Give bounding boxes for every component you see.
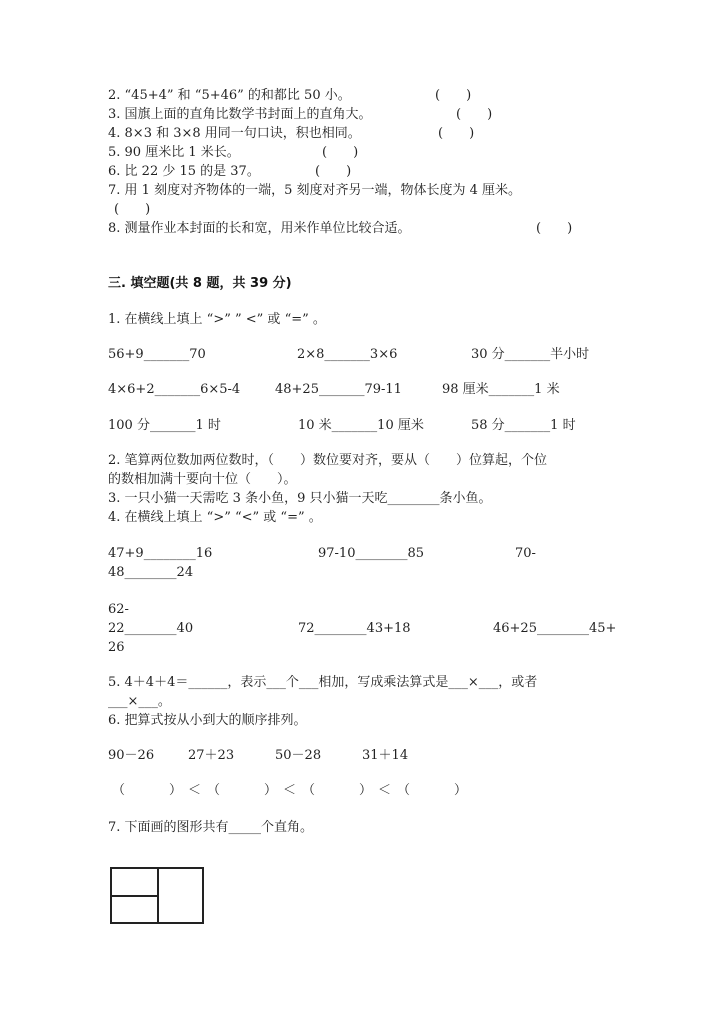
judge-item-2: 2. “45+4” 和 “5+46” 的和都比 50 小。 xyxy=(108,88,351,103)
q1-compare[interactable]: 2×8_______3×6 xyxy=(297,347,398,362)
q1-compare[interactable]: 56+9_______70 xyxy=(108,347,206,362)
right-angle-figure xyxy=(110,867,204,924)
judge-item-4: 4. 8×3 和 3×8 用同一句口诀，积也相同。 xyxy=(108,126,361,141)
q4-compare[interactable]: 70- xyxy=(515,546,536,561)
q4-compare-wrap[interactable]: 48________24 xyxy=(108,565,194,580)
q4-compare[interactable]: 47+9________16 xyxy=(108,546,213,561)
q4-compare[interactable]: 22________40 xyxy=(108,621,194,636)
answer-paren-7[interactable]: ( ) xyxy=(114,202,151,217)
q1-compare[interactable]: 48+25_______79-11 xyxy=(275,382,402,397)
q5-line2: ___×___。 xyxy=(108,694,171,709)
q4-compare-pre: 62- xyxy=(108,602,129,617)
q7-prompt: 7. 下面画的图形共有_____个直角。 xyxy=(108,820,314,835)
q1-compare[interactable]: 4×6+2_______6×5-4 xyxy=(108,382,241,397)
answer-paren-3[interactable]: ( ) xyxy=(456,107,493,122)
q6-expression: 50－28 xyxy=(275,748,322,763)
q6-order-blanks[interactable]: （ ）＜（ ）＜（ ）＜（ ） xyxy=(112,783,474,798)
q6-expression: 90－26 xyxy=(108,748,155,763)
answer-paren-6[interactable]: ( ) xyxy=(315,164,352,179)
q4-compare[interactable]: 72________43+18 xyxy=(298,621,411,636)
figure-horizontal-divider xyxy=(112,895,158,897)
answer-paren-5[interactable]: ( ) xyxy=(322,145,359,160)
q4-compare-wrap: 26 xyxy=(108,640,125,655)
judge-item-6: 6. 比 22 少 15 的是 37。 xyxy=(108,164,260,179)
q5-line1: 5. 4＋4＋4＝______，表示___个___相加，写成乘法算式是___×___，或者 xyxy=(108,675,538,690)
judge-item-7: 7. 用 1 刻度对齐物体的一端，5 刻度对齐另一端，物体长度为 4 厘米。 xyxy=(108,183,522,198)
q1-prompt: 1. 在横线上填上 “>” ” <” 或 “=” 。 xyxy=(108,312,326,327)
q1-compare[interactable]: 30 分_______半小时 xyxy=(471,347,590,362)
answer-paren-8[interactable]: ( ) xyxy=(536,221,573,236)
q6-expression: 31＋14 xyxy=(362,748,409,763)
judge-item-5: 5. 90 厘米比 1 米长。 xyxy=(108,145,240,160)
judge-item-8: 8. 测量作业本封面的长和宽，用米作单位比较合适。 xyxy=(108,221,411,236)
q4-prompt: 4. 在横线上填上 “>” “<” 或 “=” 。 xyxy=(108,510,322,525)
q1-compare[interactable]: 98 厘米_______1 米 xyxy=(442,382,560,397)
q4-compare[interactable]: 46+25________45+ xyxy=(493,621,617,636)
q6-prompt: 6. 把算式按从小到大的顺序排列。 xyxy=(108,713,307,728)
section-title-fill-blank: 三. 填空题(共 8 题，共 39 分) xyxy=(108,276,292,291)
q1-compare[interactable]: 10 米_______10 厘米 xyxy=(298,418,424,433)
judge-item-3: 3. 国旗上面的直角比数学书封面上的直角大。 xyxy=(108,107,372,122)
q4-compare[interactable]: 97-10________85 xyxy=(318,546,425,561)
q6-expression: 27＋23 xyxy=(188,748,235,763)
answer-paren-4[interactable]: ( ) xyxy=(438,126,475,141)
q3-text: 3. 一只小猫一天需吃 3 条小鱼，9 只小猫一天吃________条小鱼。 xyxy=(108,491,492,506)
q1-compare[interactable]: 100 分_______1 时 xyxy=(108,418,221,433)
q2-line1: 2. 笔算两位数加两位数时，（ ）数位要对齐，要从（ ）位算起，个位 xyxy=(108,453,548,468)
answer-paren-2[interactable]: ( ) xyxy=(435,88,472,103)
q2-line2: 的数相加满十要向十位（ ）。 xyxy=(108,472,297,487)
q1-compare[interactable]: 58 分_______1 时 xyxy=(471,418,576,433)
